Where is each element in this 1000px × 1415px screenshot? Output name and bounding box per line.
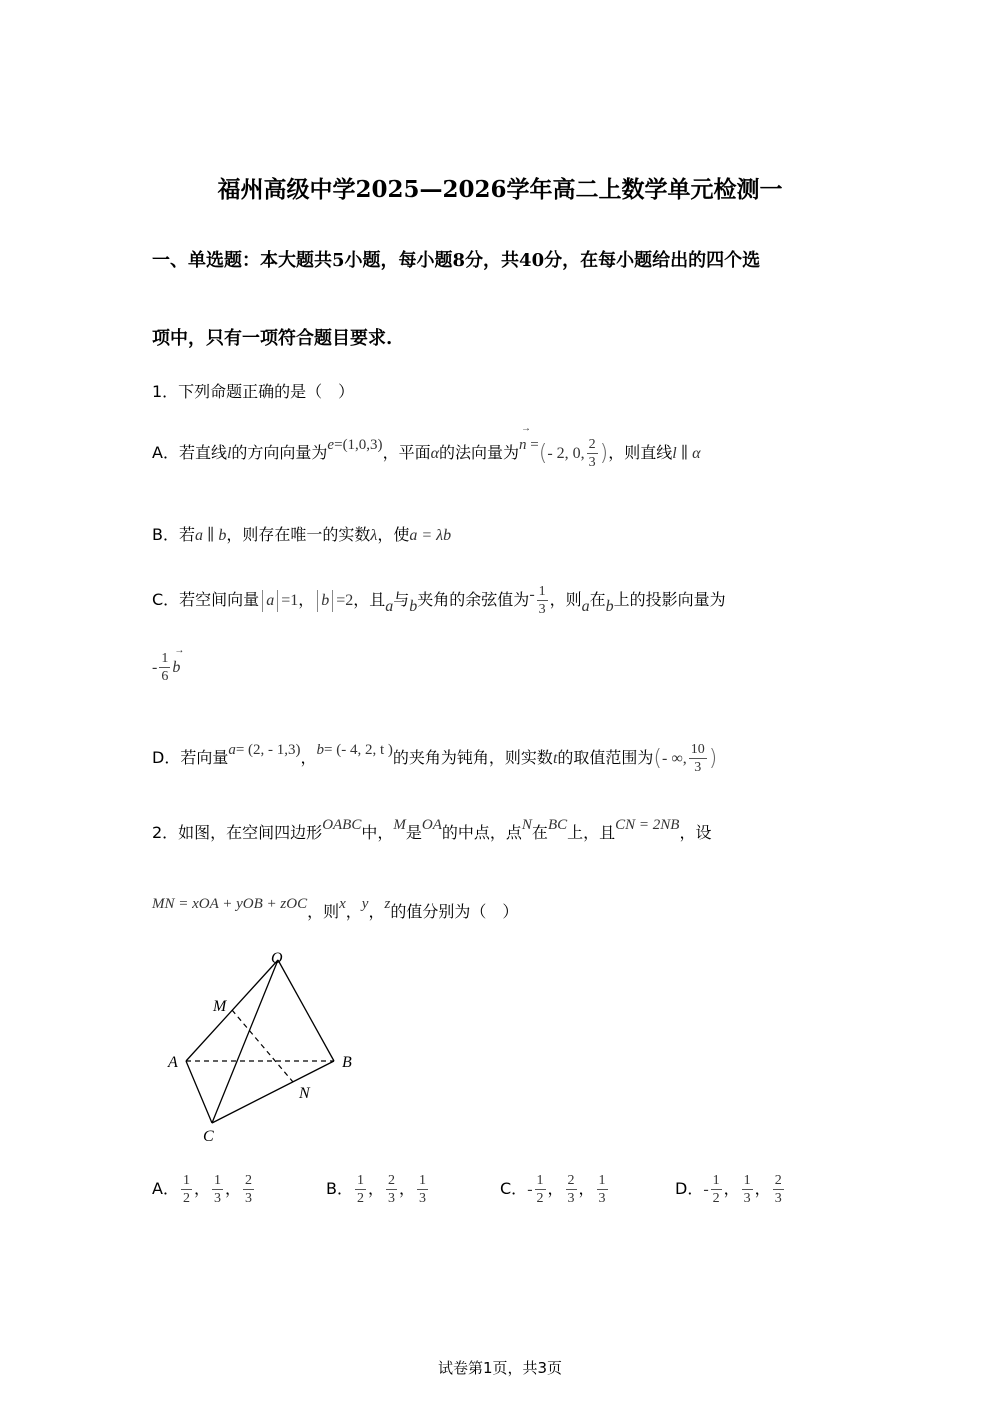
section-heading-line1: 一、单选题：本大题共5小题，每小题8分，共40分，在每小题给出的四个选 — [152, 250, 761, 271]
edge-oc — [212, 960, 278, 1123]
q2-bc: BC — [547, 817, 568, 833]
q1c-t5: 在 — [589, 590, 606, 609]
q2c-label: C． — [500, 1179, 528, 1198]
q2-c1: ， — [345, 902, 362, 921]
q1b-ab: a ∥ b — [194, 527, 227, 544]
q1a-n: → n — [519, 437, 527, 453]
q1c-a1: a — [266, 592, 275, 609]
q1a-t3: 的法向量为 — [438, 443, 519, 462]
q2-stem-line1 — [152, 817, 712, 843]
edge-cb — [212, 1061, 334, 1123]
q1c-neg: - — [529, 586, 535, 603]
q1c-answer-vector — [152, 650, 180, 685]
label-b: B — [342, 1054, 352, 1071]
q1c-label: C．若空间向量 — [152, 590, 260, 609]
q1c-b3: b — [605, 598, 614, 615]
q1d-label: D．若向量 — [152, 748, 229, 767]
q2-c2: ， — [368, 902, 385, 921]
q2-oa: OA — [421, 817, 442, 833]
q1b-lambda: λ — [370, 527, 378, 544]
q1a-alpha: α — [430, 445, 439, 462]
q1b-eq: a = λb — [409, 527, 452, 544]
label-m: M — [213, 998, 227, 1015]
q1-option-c — [152, 583, 726, 618]
q1a-e: e — [327, 437, 335, 453]
q1d-bv: = (- 4, 2, t ) — [324, 742, 393, 758]
q2-option-a[interactable]: A． $\frac{1}{2}$ ， $\frac{1}{3}$ ， $\frac{2}{3}$ — [152, 1173, 252, 1206]
q2-y: y — [361, 896, 369, 912]
q1d-a: a — [228, 742, 236, 758]
q1b-label: B．若 — [152, 525, 195, 544]
page-footer: 试卷第1页，共3页 — [437, 1359, 563, 1377]
section-heading-line2: 项中，只有一项符合题目要求. — [152, 328, 393, 349]
q2-t-c: 是 — [405, 823, 422, 842]
q1b-t1: ，则存在唯一的实数 — [226, 525, 371, 544]
q1c-b2: b — [409, 598, 418, 615]
q2-eq: MN = xOA + yOB + zOC — [152, 896, 308, 912]
q1c-comma: ， — [298, 590, 315, 609]
q2-t-e: 在 — [531, 823, 548, 842]
q2-option-b[interactable]: B． $\frac{1}{2}$ ， $\frac{2}{3}$ ， $\frac{1}{3}$ — [326, 1173, 427, 1206]
q2-stem-line2 — [152, 896, 519, 922]
label-c: C — [203, 1128, 214, 1145]
q2-t-f: 上，且 — [567, 823, 616, 842]
q2-oabc: OABC — [322, 817, 362, 833]
q1d-av: = (2, - 1,3) — [235, 742, 301, 758]
q1c-e1: =1 — [281, 592, 299, 609]
q1c-t4: ，则 — [549, 590, 582, 609]
q1c-t3: 夹角的余弦值为 — [417, 590, 530, 609]
q2-cn: CN = 2NB — [615, 817, 680, 833]
q2-z: z — [384, 896, 391, 912]
q1d-t2: 的取值范围为 — [557, 748, 654, 767]
q2-t-g: ，设 — [679, 823, 712, 842]
q1d-t: t — [552, 750, 558, 767]
q1-stem: 1．下列命题正确的是（ ） — [152, 382, 355, 401]
q2-n: N — [521, 817, 532, 833]
q1d-range-frac: $\frac{10}{3}$ — [690, 742, 705, 775]
q1-option-b — [152, 522, 451, 545]
q2d-label: D． — [675, 1179, 704, 1198]
q2-m: M — [393, 817, 406, 833]
q2-option-c[interactable]: C．- $\frac{1}{2}$ ， $\frac{2}{3}$ ， $\frac{1}{3}$ — [500, 1173, 606, 1206]
q1c-a3: a — [581, 598, 590, 615]
q2-t-a: 2．如图，在空间四边形 — [152, 823, 323, 842]
q1c-cos-frac: $\frac{1}{3}$ — [538, 584, 546, 617]
label-o: O — [271, 950, 283, 967]
q1a-t2: ，平面 — [382, 443, 431, 462]
q2-x: x — [339, 896, 346, 912]
q1c-ans-frac: $\frac{1}{6}$ — [161, 651, 169, 684]
q1c-ans-b: → b — [172, 659, 180, 676]
q1d-comma: ， — [300, 748, 317, 767]
q1a-l: l — [226, 445, 232, 462]
q1c-t6: 上的投影向量为 — [613, 590, 726, 609]
page-title: 福州高级中学2025—2026学年高二上数学单元检测一 — [217, 176, 783, 203]
label-n: N — [299, 1085, 310, 1102]
q1a-nv-frac: $\frac{2}{3}$ — [588, 437, 596, 470]
q1c-a2: a — [385, 598, 394, 615]
segment-mn — [232, 1010, 293, 1082]
q1-option-a: A．若直线l的方向向量为e=(1,0,3)，平面α的法向量为→ n =(- 2, 0, $\frac{2}{3}$ )，则直线l ∥ α — [152, 436, 700, 471]
q2-t-then: ，则 — [307, 902, 340, 921]
q1d-b: b — [316, 742, 325, 758]
q1a-eq: = — [334, 437, 343, 453]
q1d-t1: 的夹角为钝角，则实数 — [392, 748, 553, 767]
edge-ac — [186, 1061, 212, 1123]
q1a-par: l ∥ α — [672, 445, 701, 462]
q1c-ans-neg: - — [152, 659, 158, 676]
q1c-t1: ，且 — [353, 590, 386, 609]
q1a-ev: (1,0,3) — [342, 437, 383, 453]
q1d-range-pre: - ∞, — [662, 750, 687, 767]
q1b-t2: ，使 — [377, 525, 410, 544]
q1c-b1: b — [321, 592, 330, 609]
q2-t-b: 中， — [361, 823, 394, 842]
edge-ob — [278, 960, 334, 1061]
q1a-nv-pre: - 2, 0, — [547, 445, 585, 462]
q1-option-d: D．若向量a= (2, - 1,3)，b= (- 4, 2, t )的夹角为钝角，则实数t的取值范围为(- ∞, $\frac{10}{3}$ ) — [152, 742, 718, 775]
q2b-label: B． — [326, 1179, 353, 1198]
label-a: A — [168, 1054, 178, 1071]
q1a-label: A．若直线 — [152, 443, 227, 462]
q2-t-d: 的中点，点 — [441, 823, 522, 842]
q2-t-end: 的值分别为（ ） — [390, 902, 519, 921]
q2a-label: A． — [152, 1179, 179, 1198]
q1a-t4: ，则直线 — [608, 443, 673, 462]
q1c-t2: 与 — [393, 590, 410, 609]
q2-option-d[interactable]: D．- $\frac{1}{2}$ ， $\frac{1}{3}$ ， $\frac{2}{3}$ — [675, 1173, 782, 1206]
q1a-t1: 的方向向量为 — [231, 443, 328, 462]
tetrahedron-figure — [150, 940, 380, 1150]
q1c-e2: =2 — [336, 592, 354, 609]
